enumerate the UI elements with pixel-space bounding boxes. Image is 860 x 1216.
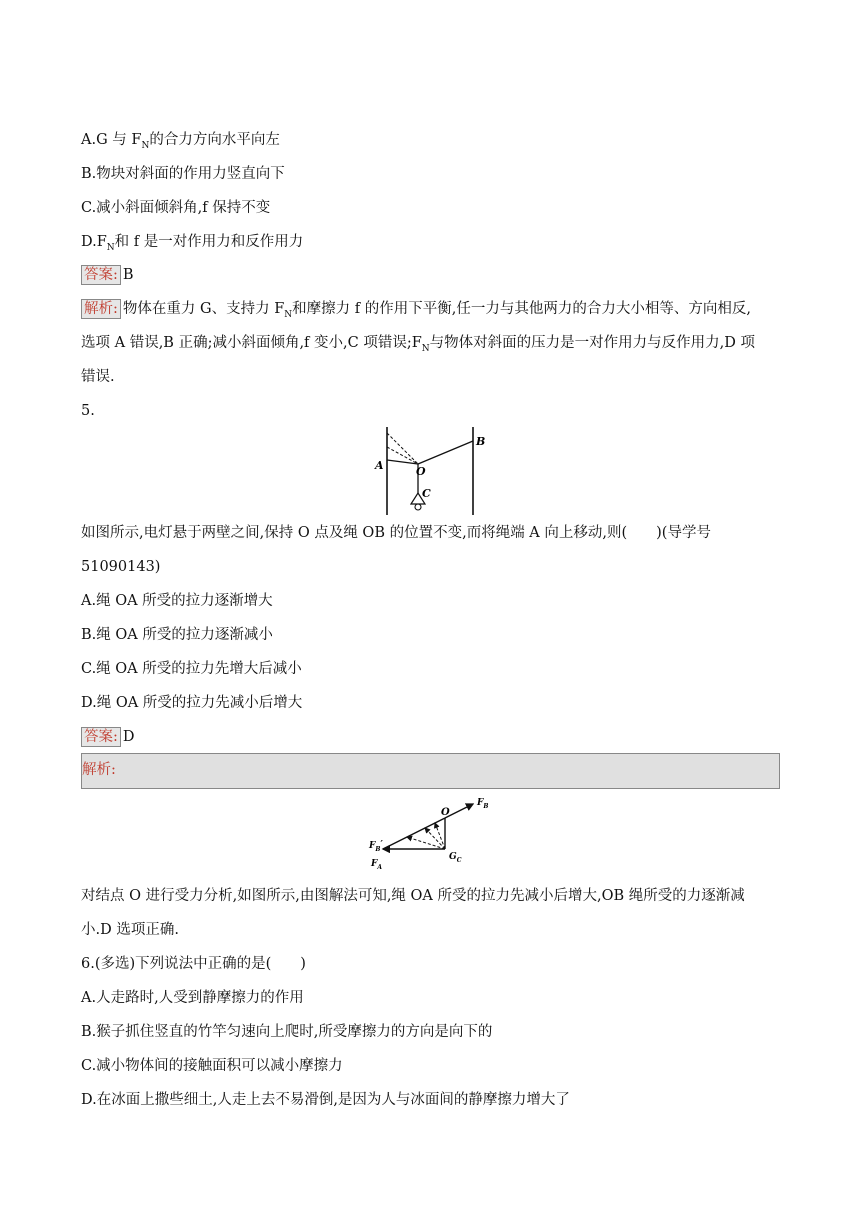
analysis-tag: 解析: — [81, 299, 121, 319]
subscript: N — [284, 310, 293, 320]
q5-answer — [81, 727, 135, 747]
label-fb: $F_B$ — [477, 798, 489, 810]
lamp-bulb — [415, 504, 421, 510]
label-fa: $F_A$ — [371, 859, 383, 871]
subscript: N — [106, 243, 115, 253]
analysis-text: 与物体对斜面的压力是一对作用力与反作用力,D 项 — [429, 335, 756, 351]
q5-force-diagram — [365, 793, 505, 875]
q4-option-c: C.减小斜面倾斜角,f 保持不变 — [81, 200, 271, 216]
answer-value: B — [122, 267, 134, 283]
dashed-force — [407, 837, 445, 849]
q5-option-c: C.绳 OA 所受的拉力先增大后减小 — [81, 661, 302, 677]
rope-ob — [418, 441, 473, 464]
label-c: C — [422, 487, 431, 500]
ob-direction-line — [383, 818, 445, 849]
dashed-force — [435, 823, 445, 849]
analysis-text: 物体在重力 G、支持力 F — [122, 301, 285, 317]
q5-analysis-line-2: 小.D 选项正确. — [81, 922, 179, 938]
subscript: N — [421, 344, 430, 354]
answer-value: D — [122, 729, 135, 745]
analysis-tag: 解析: — [82, 762, 116, 778]
q4-answer — [81, 265, 134, 285]
q5-stem-line-2: 51090143) — [81, 559, 161, 575]
q6-option-a: A.人走路时,人受到静摩擦力的作用 — [81, 990, 304, 1006]
q5-analysis-line-1: 对结点 O 进行受力分析,如图所示,由图解法可知,绳 OA 所受的拉力先减小后增大,OB 绳所受的力逐渐减 — [81, 888, 745, 904]
subscript: N — [141, 141, 150, 151]
q4-option-d-text-end: 和 f 是一对作用力和反作用力 — [114, 234, 304, 250]
q6-option-d: D.在冰面上撒些细土,人走上去不易滑倒,是因为人与冰面间的静摩擦力增大了 — [81, 1092, 570, 1108]
q5-analysis-box — [81, 753, 780, 789]
answer-tag: 答案: — [81, 727, 121, 747]
q4-option-d-text: D.F — [81, 234, 107, 250]
label-a: A — [375, 459, 384, 472]
q5-option-a: A.绳 OA 所受的拉力逐渐增大 — [81, 593, 273, 609]
label-o: O — [441, 807, 450, 818]
q4-option-a-text: A.G 与 F — [81, 132, 142, 148]
q4-option-b: B.物块对斜面的作用力竖直向下 — [81, 166, 285, 182]
q6-option-b: B.猴子抓住竖直的竹竿匀速向上爬时,所受摩擦力的方向是向下的 — [81, 1024, 493, 1040]
q5-option-b: B.绳 OA 所受的拉力逐渐减小 — [81, 627, 273, 643]
label-b: B — [476, 435, 486, 448]
answer-tag: 答案: — [81, 265, 121, 285]
q4-analysis-line-1 — [81, 299, 751, 321]
q5-stem-line-1: 如图所示,电灯悬于两壁之间,保持 O 点及绳 OB 的位置不变,而将绳端 A 向上移动,则( )(导学号 — [81, 525, 711, 541]
q4-option-a — [81, 130, 280, 152]
label-gc: $G_C$ — [449, 852, 462, 864]
dashed-rope — [387, 433, 418, 464]
q4-analysis-line-2 — [81, 333, 755, 355]
q5-option-d: D.绳 OA 所受的拉力先减小后增大 — [81, 695, 303, 711]
q5-number: 5. — [81, 403, 95, 419]
analysis-text: 和摩擦力 f 的作用下平衡,任一力与其他两力的合力大小相等、方向相反, — [292, 301, 751, 317]
q5-lamp-figure — [360, 425, 490, 517]
q4-option-d — [81, 232, 303, 254]
label-fb-prime: $F_B'$ — [369, 840, 383, 853]
q4-analysis-line-3: 错误. — [81, 369, 115, 385]
q6-option-c: C.减小物体间的接触面积可以减小摩擦力 — [81, 1058, 343, 1074]
q4-option-a-text-end: 的合力方向水平向左 — [149, 132, 280, 148]
analysis-text: 选项 A 错误,B 正确;减小斜面倾角,f 变小,C 项错误;F — [81, 335, 422, 351]
q6-stem: 6.(多选)下列说法中正确的是( ) — [81, 956, 306, 972]
label-o: O — [416, 465, 426, 478]
